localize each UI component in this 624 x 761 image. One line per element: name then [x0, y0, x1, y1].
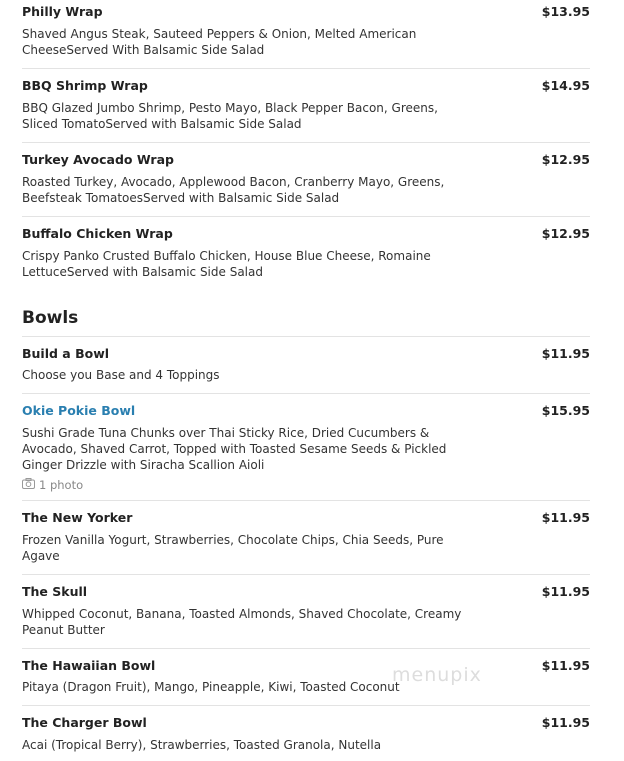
item-name: The Skull — [22, 584, 88, 599]
item-description: Pitaya (Dragon Fruit), Mango, Pineapple, Kiwi, Toasted Coconut — [22, 680, 400, 694]
item-price: $11.95 — [541, 510, 590, 525]
item-price: $11.95 — [541, 715, 590, 730]
item-description: Choose you Base and 4 Toppings — [22, 368, 220, 382]
item-name: Philly Wrap — [22, 4, 103, 19]
divider — [22, 216, 590, 217]
watermark-logo: menupix — [392, 664, 482, 686]
item-price: $15.95 — [541, 403, 590, 418]
section-title-bowls: Bowls — [22, 308, 79, 328]
item-name: The Hawaiian Bowl — [22, 658, 156, 673]
item-description: Shaved Angus Steak, Sauteed Peppers & Onion, Melted American CheeseServed With Balsamic Side Salad — [22, 27, 417, 57]
item-name: Buffalo Chicken Wrap — [22, 226, 173, 241]
divider — [22, 500, 590, 501]
item-description: Crispy Panko Crusted Buffalo Chicken, House Blue Cheese, Romaine LettuceServed with Balsamic Side Salad — [22, 249, 431, 279]
item-description: BBQ Glazed Jumbo Shrimp, Pesto Mayo, Black Pepper Bacon, Greens, Sliced TomatoServed with Balsamic Side Salad — [22, 101, 438, 131]
item-description: Whipped Coconut, Banana, Toasted Almonds, Shaved Chocolate, Creamy Peanut Butter — [22, 607, 462, 637]
photo-link[interactable] — [22, 478, 83, 492]
photo-count: 1 photo — [39, 478, 84, 492]
item-description: Frozen Vanilla Yogurt, Strawberries, Chocolate Chips, Chia Seeds, Pure Agave — [22, 533, 444, 563]
item-description: Acai (Tropical Berry), Strawberries, Toasted Granola, Nutella — [22, 738, 382, 752]
divider — [22, 705, 590, 706]
divider — [22, 393, 590, 394]
item-name: The New Yorker — [22, 510, 133, 525]
item-price: $13.95 — [541, 4, 590, 19]
item-description: Roasted Turkey, Avocado, Applewood Bacon, Cranberry Mayo, Greens, Beefsteak TomatoesServed with Balsamic Side Salad — [22, 175, 445, 205]
item-description: Sushi Grade Tuna Chunks over Thai Sticky Rice, Dried Cucumbers & Avocado, Shaved Carrot, Topped with Toasted Sesame Seeds & Pickled Ginger Drizzle with Siracha Scallion Aioli — [22, 426, 447, 472]
item-price: $11.95 — [541, 658, 590, 673]
item-name-link[interactable]: Okie Pokie Bowl — [22, 403, 136, 418]
divider — [22, 142, 590, 143]
item-price: $11.95 — [541, 346, 590, 361]
item-price: $12.95 — [541, 152, 590, 167]
item-price: $11.95 — [541, 584, 590, 599]
camera-icon — [22, 478, 35, 492]
item-name: Turkey Avocado Wrap — [22, 152, 174, 167]
divider — [22, 68, 590, 69]
item-price: $12.95 — [541, 226, 590, 241]
item-price: $14.95 — [541, 78, 590, 93]
item-name: BBQ Shrimp Wrap — [22, 78, 148, 93]
item-name: Build a Bowl — [22, 346, 110, 361]
divider — [22, 648, 590, 649]
item-name: The Charger Bowl — [22, 715, 147, 730]
divider — [22, 336, 590, 337]
divider — [22, 574, 590, 575]
